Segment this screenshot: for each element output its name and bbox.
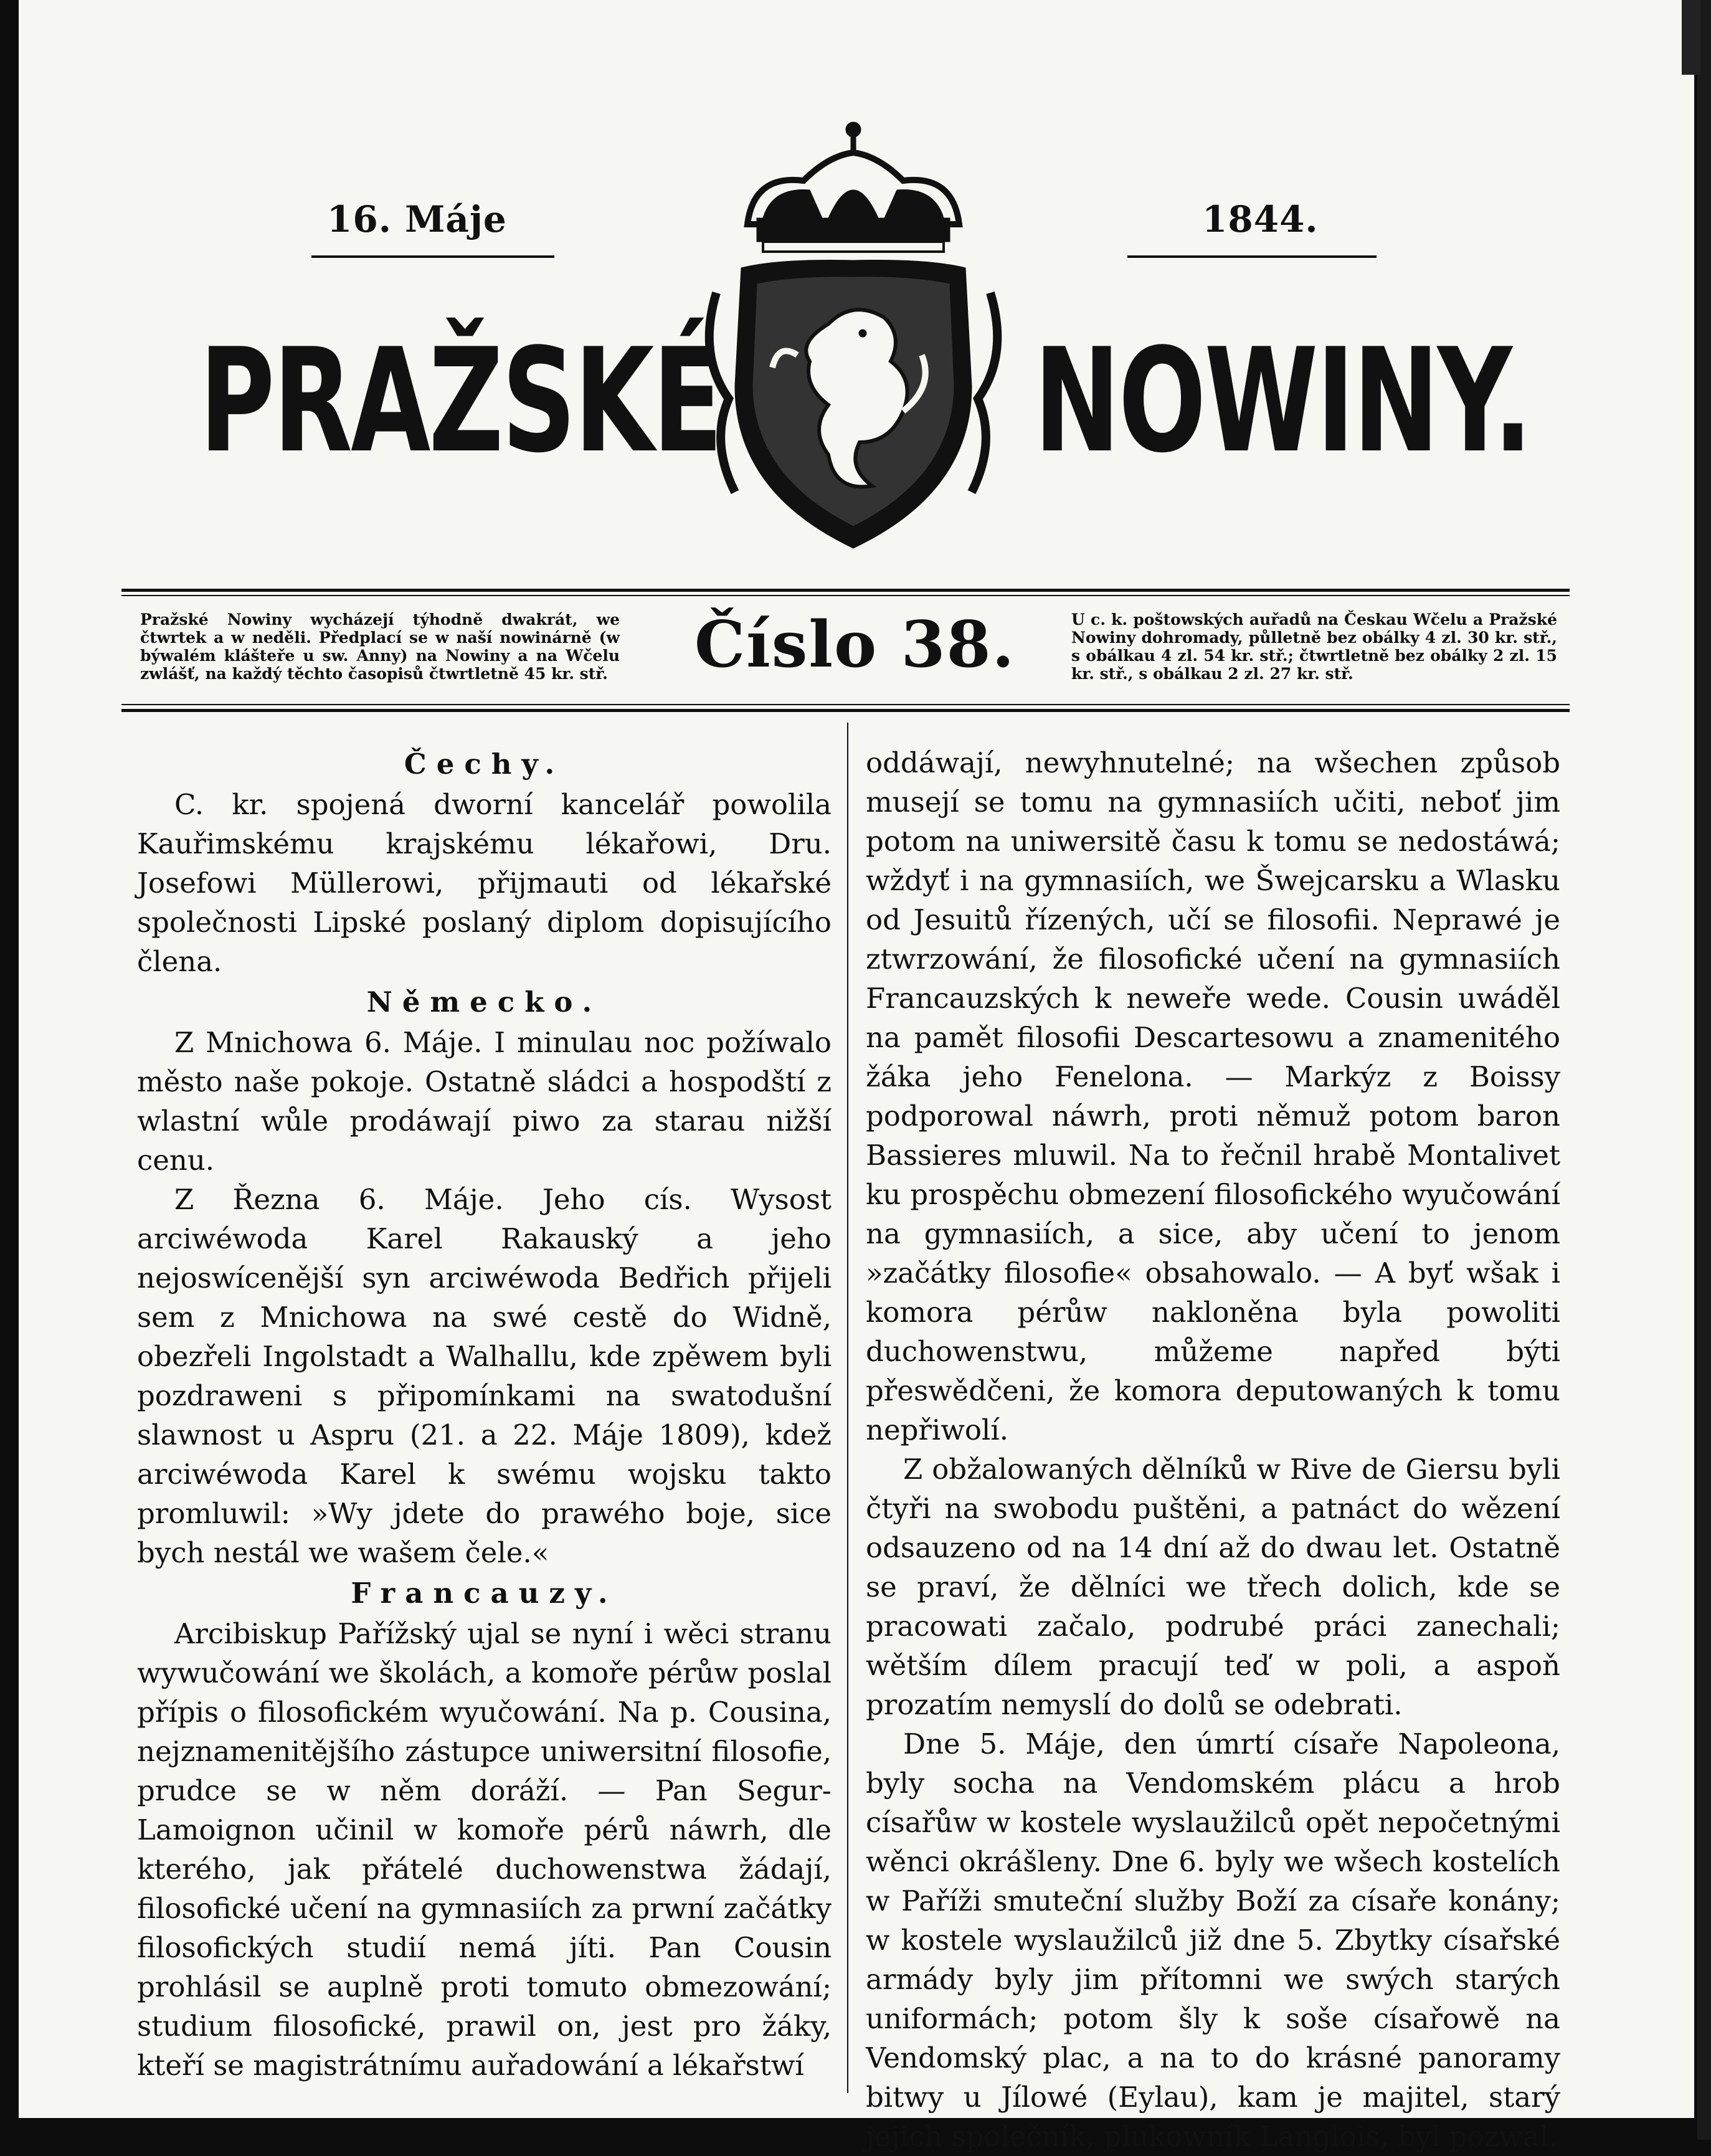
section-heading-nemecko: Německo. <box>366 985 602 1019</box>
issue-number: Číslo 38. <box>694 607 1016 682</box>
subscription-info-left: Pražské Nowiny wycházejí týhodně dwakrát, we čtwrtek a w neděli. Předplací se w naší nowinárně (w býwalém klášteře u sw. Anny) na Nowiny a na Wčelu zwlášť, na každý těchto časopisů čtwrtletně 45 kr. stř. <box>140 610 620 683</box>
date-underline <box>311 255 554 258</box>
year-underline <box>1127 255 1377 258</box>
masthead-rule-bottom <box>121 709 1570 712</box>
masthead-rule-top <box>121 589 1570 592</box>
issue-year: 1844. <box>1202 198 1319 240</box>
newspaper-page <box>19 0 1694 2153</box>
article-paragraph: C. kr. spojená dworní kancelář powolila Kauřimskému krajskému lékařowi, Dru. Josefowi Müllerowi, přijmauti od lékařské společnosti Lipské poslaný diplom dopisujícího člena. <box>137 788 832 978</box>
masthead-title-right: NOWINY. <box>1034 318 1531 485</box>
article-paragraph: Z obžalowaných dělníků w Rive de Giersu byli čtyři na swobodu puštěni, a patnáct do wězení odsauzeno od na 14 dní až do dwau let. Ostatně se praví, že dělníci we třech dolich, kde se pracowati začalo, podrubé práci zanechali; wětším dílem pracují teď w poli, a aspoň prozatím nemyslí do dolů se odebrati. <box>866 1453 1560 1721</box>
article-paragraph: Arcibiskup Pařížský ujal se nyní i wěci stranu wywučowání we školách, a komoře pérůw poslal přípis o filosofickém wyučowání. Na p. Cousina, nejznamenitějšího zástupce uniwersitní filosofie, prudce se w něm doráží. — Pan Segur-Lamoignon učinil w komoře pérů náwrh, dle kterého, jak přátelé duchowenstwa žádají, filosofické učení na gymnasiích za prwní začátky filosofických studií nemá jíti. Pan Cousin prohlásil se auplně proti tomuto obmezowání; studium filosofické, prawil on, jest pro žáky, kteří se magistrátnímu auřadowání a lékařstwí <box>137 1617 832 2082</box>
masthead-title-left: PRAŽSKÉ <box>199 318 721 485</box>
section-heading-cechy: Čechy. <box>404 748 565 781</box>
bohemian-lion-crest-icon <box>704 118 1003 561</box>
issue-date: 16. Máje <box>327 198 507 240</box>
article-column-2 <box>866 743 1560 2156</box>
section-heading-francauzy: Francauzy. <box>351 1577 618 1610</box>
subscription-info-right: U c. k. poštowských auřadů na Českau Wčelu a Pražské Nowiny dohromady, půlletně bez obálky 4 zl. 30 kr. stř., s obálkau 4 zl. 54 kr. stř.; čtwrtletně bez obálky 2 zl. 15 kr. stř., s obálkau 2 zl. 27 kr. stř. <box>1071 610 1557 683</box>
scan-border-right <box>1697 0 1711 2140</box>
article-paragraph: oddáwají, newyhnutelné; na wšechen způsob musejí se tomu na gymnasiích učiti, neboť jim potom na uniwersitě času k tomu se nedostáwá; wždyť i na gymnasiích, we Šwejcarsku a Wlasku od Jesuitů řízených, učí se filosofii. Neprawé je ztwrzowání, že filosofické učení na gymnasiích Francauzských k neweře wede. Cousin uwáděl na pamět filosofii Descartesowu a znamenitého žáka jeho Fenelona. — Markýz z Boissy podporowal náwrh, proti němuž potom baron Bassieres mluwil. Na to řečnil hrabě Montalivet ku prospěchu obmezení filosofického wyučowání na gymnasiích, a sice, aby učení to jenom »začátky filosofie« obsahowalo. — A byť wšak i komora pérůw nakloněna byla powoliti duchowenstwu, můžeme napřed býti přeswědčeni, že komora deputowaných k tomu nepřiwolí. <box>866 746 1560 1446</box>
masthead-rule-bottom-thin <box>121 704 1570 705</box>
article-paragraph: Dne 5. Máje, den úmrtí císaře Napoleona, byly socha na Vendomském plácu a hrob císařůw w kostele wyslaužilců opět nepočetnými wěnci okrášleny. Dne 6. byly we wšech kostelích w Paříži smuteční služby Boží za císaře konány; w kostele wyslaužilců již dne 5. Zbytky císařské armády byly jim přítomni we swých starých uniformách; potom šly k soše císařowě na Vendomský plac, a na to do krásné panoramy bitwy u Jílowé (Eylau), kam je majitel, starý jejich společník, plukowník Langlois, byl pozwal. <box>866 1727 1560 2153</box>
masthead-rule-top-thin <box>121 595 1570 596</box>
article-paragraph: Z Řezna 6. Máje. Jeho cís. Wysost arciwéwoda Karel Rakauský a jeho nejoswícenější syn arciwéwoda Bedřich přijeli sem z Mnichowa na swé cestě do Widně, obezřeli Ingolstadt a Walhallu, kde zpěwem byli pozdraweni s připomínkami na swatodušní slawnost u Aspru (21. a 22. Máje 1809), kdež arciwéwoda Karel k swému wojsku takto promluwil: »Wy jdete do prawého boje, sice bych nestál we wašem čele.« <box>137 1183 832 1569</box>
scan-edge-mark <box>1682 0 1700 75</box>
article-column-1 <box>137 743 832 2085</box>
article-paragraph: Z Mnichowa 6. Máje. I minulau noc požíwalo město naše pokoje. Ostatně sládci a hospodští z wlastní wůle prodáwají piwo za starau nižší cenu. <box>137 1026 832 1177</box>
column-divider <box>847 723 848 2093</box>
